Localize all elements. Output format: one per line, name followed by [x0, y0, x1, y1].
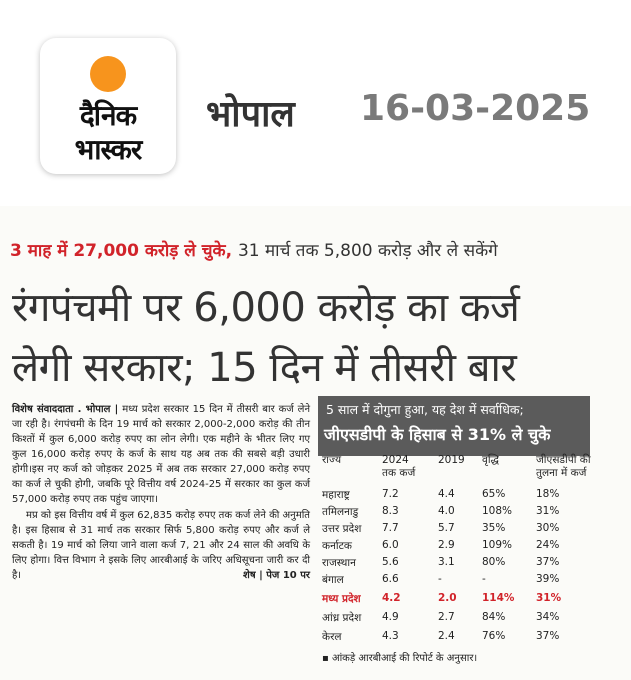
cell-debt-2024: 7.2	[382, 488, 399, 500]
cell-debt-2024: 6.0	[382, 539, 399, 551]
cell-growth: 109%	[482, 539, 513, 551]
headline-line2: लेगी सरकार; 15 दिन में तीसरी बार	[12, 345, 517, 391]
column-header-growth: वृद्धि	[482, 454, 499, 466]
cell-gsdp: 34%	[536, 611, 560, 623]
cell-growth: 80%	[482, 556, 506, 568]
cell-growth: 114%	[482, 592, 515, 604]
column-header-2024	[382, 454, 415, 480]
cell-debt-2019: 3.1	[438, 556, 455, 568]
cell-state: राजस्थान	[322, 557, 356, 569]
cell-growth: 108%	[482, 505, 513, 517]
column-header-gsdp-line1: जीएसडीपी की	[536, 454, 591, 466]
cell-growth: 84%	[482, 611, 506, 623]
page-header	[0, 0, 631, 190]
column-header-2024-year: 2024	[382, 454, 409, 466]
article-body	[12, 402, 310, 583]
table-row	[318, 505, 602, 521]
cell-debt-2019: 2.0	[438, 592, 457, 604]
cell-state: कर्नाटक	[322, 540, 352, 552]
kicker-rest: 31 मार्च तक 5,800 करोड़ और ले सकेंगे	[237, 241, 498, 261]
column-header-2024-sub: तक कर्ज	[382, 467, 416, 479]
paragraph-1-text: मध्य प्रदेश सरकार 15 दिन में तीसरी बार कर्ज लेने जा रही है। रंगपंचमी के दिन 19 मार्च को सरकार 2,000-2,000 करोड़ की तीन किश्तों में कुल 6,000 करोड़ रुपए का लोन लेगी। एक महीने के भीतर लिए गए कुल 16,000 करोड़ रुपए के कर्ज के साथ यह अब तक की सबसे बड़ी उधारी होगी।इस नए कर्ज को जोड़कर 2025 में अब तक सरकार 27,000 करोड़ रुपए का कर्ज ले चुकी होगी, जबकि पूरे वित्तीय वर्ष 2024-25 में सरकार का कुल कर्ज 57,000 करोड़ रुपए तक पहुंच जाएगा।	[12, 404, 310, 505]
cell-debt-2019: -	[438, 573, 442, 585]
logo-text-line1: दैनिक	[79, 99, 137, 132]
cell-debt-2024: 4.3	[382, 630, 399, 642]
cell-state: तमिलनाडु	[322, 506, 359, 518]
dainik-bhaskar-logo[interactable]	[40, 38, 176, 174]
logo-text-line2: भास्कर	[74, 133, 142, 166]
cell-debt-2024: 6.6	[382, 573, 399, 585]
cell-debt-2019: 2.4	[438, 630, 455, 642]
sidebox-subhead: 5 साल में दोगुना हुआ, यह देश में सर्वाधिक;	[326, 402, 524, 417]
byline: विशेष संवाददाता . भोपाल |	[12, 404, 119, 415]
cell-growth: -	[482, 573, 486, 585]
cell-gsdp: 24%	[536, 539, 560, 551]
table-row	[318, 539, 602, 555]
cell-debt-2019: 4.0	[438, 505, 455, 517]
cell-gsdp: 37%	[536, 630, 560, 642]
column-header-gsdp-line2: तुलना में कर्ज	[536, 467, 587, 479]
cell-debt-2024: 7.7	[382, 522, 399, 534]
cell-debt-2019: 5.7	[438, 522, 455, 534]
table-row	[318, 522, 602, 538]
table-row-highlighted	[318, 592, 602, 608]
edition-date: 16-03-2025	[360, 88, 591, 129]
column-header-2019: 2019	[438, 454, 465, 466]
sidebox-header	[318, 396, 590, 456]
cell-state: केरल	[322, 631, 342, 643]
cell-gsdp: 31%	[536, 505, 560, 517]
kicker-highlight: 3 माह में 27,000 करोड़ ले चुके,	[10, 241, 233, 261]
cell-state: बंगाल	[322, 574, 344, 586]
table-row	[318, 573, 602, 589]
continued-reference: शेष | पेज 10 पर	[243, 570, 310, 581]
table-row	[318, 630, 602, 646]
headline-line1: रंगपंचमी पर 6,000 करोड़ का कर्ज	[12, 285, 520, 331]
cell-growth: 35%	[482, 522, 506, 534]
table-header-row	[318, 454, 602, 484]
paragraph-1	[12, 402, 310, 507]
cell-debt-2019: 4.4	[438, 488, 455, 500]
cell-debt-2019: 2.7	[438, 611, 455, 623]
cell-growth: 76%	[482, 630, 506, 642]
table-row	[318, 556, 602, 572]
paragraph-2	[12, 508, 310, 583]
cell-debt-2019: 2.9	[438, 539, 455, 551]
cell-debt-2024: 4.9	[382, 611, 399, 623]
cell-gsdp: 18%	[536, 488, 560, 500]
column-header-state: राज्य	[322, 454, 342, 466]
article-kicker	[10, 238, 498, 261]
cell-state: मध्य प्रदेश	[322, 593, 361, 605]
cell-gsdp: 37%	[536, 556, 560, 568]
sidebox-headline: जीएसडीपी के हिसाब से 31% ले चुके	[324, 425, 551, 444]
cell-growth: 65%	[482, 488, 506, 500]
column-header-gsdp	[536, 454, 591, 480]
cell-state: उत्तर प्रदेश	[322, 523, 362, 535]
cell-gsdp: 30%	[536, 522, 560, 534]
cell-debt-2024: 4.2	[382, 592, 401, 604]
edition-city: भोपाल	[206, 94, 295, 135]
sun-icon	[90, 56, 126, 92]
source-note: ▪ आंकड़े आरबीआई की रिपोर्ट के अनुसार।	[322, 653, 478, 664]
cell-gsdp: 39%	[536, 573, 560, 585]
paragraph-2-text: मप्र को इस वित्तीय वर्ष में कुल 62,835 करोड़ रुपए तक कर्ज लेने की अनुमति है। इस हिसाब से 31 मार्च तक सरकार सिर्फ 5,800 करोड़ रुपए और कर्ज ले सकती है। 19 मार्च को लिया जाने वाला कर्ज 7, 21 और 24 साल की अवधि के लिए होगा। वित्त विभाग ने इसके लिए आरबीआई के जरिए अधिसूचना जारी कर दी है।	[12, 510, 310, 581]
cell-state: आंध्र प्रदेश	[322, 612, 362, 624]
cell-gsdp: 31%	[536, 592, 562, 604]
cell-state: महाराष्ट्र	[322, 489, 350, 501]
cell-debt-2024: 5.6	[382, 556, 399, 568]
cell-debt-2024: 8.3	[382, 505, 399, 517]
table-row	[318, 611, 602, 627]
table-row	[318, 488, 602, 504]
